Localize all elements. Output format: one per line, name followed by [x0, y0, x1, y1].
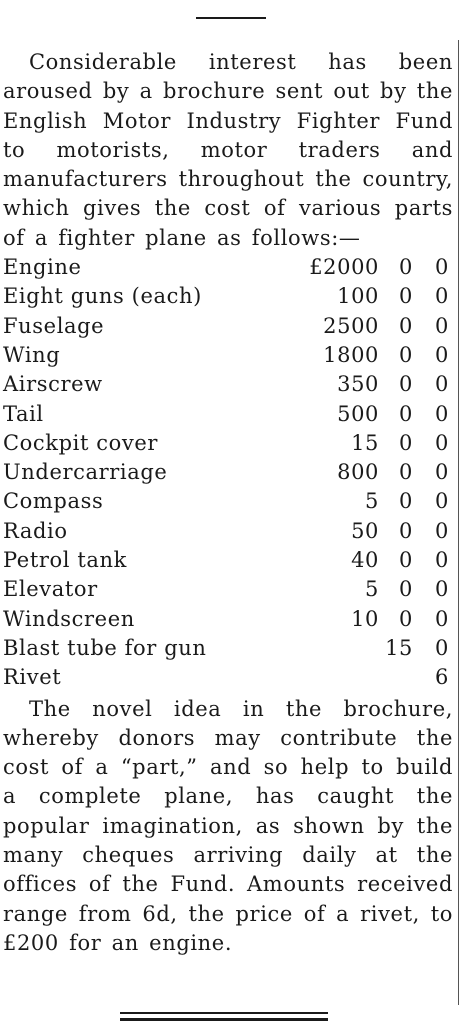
cost-pounds: 5	[365, 577, 379, 602]
cost-item-name: Windscreen	[3, 606, 135, 631]
cost-item-name: Fuselage	[3, 313, 105, 338]
cost-row	[3, 575, 453, 604]
cost-row	[3, 458, 453, 487]
cost-pence: 0	[435, 489, 449, 514]
parts-cost-list	[3, 253, 453, 692]
cost-item-name: Tail	[3, 401, 44, 426]
cost-pence: 0	[435, 518, 449, 543]
cost-shillings: 0	[399, 313, 413, 338]
cost-row	[3, 253, 453, 282]
cost-pence: 0	[435, 635, 449, 660]
cost-shillings: 0	[399, 342, 413, 367]
cost-item-name: Cockpit cover	[3, 430, 159, 455]
cost-pounds: 350	[337, 372, 379, 397]
cost-pence: 0	[435, 255, 449, 280]
cost-shillings: 0	[399, 401, 413, 426]
cost-pence: 0	[435, 284, 449, 309]
cost-pounds: 800	[337, 460, 379, 485]
cost-row	[3, 400, 453, 429]
cost-pence: 0	[435, 313, 449, 338]
cost-row	[3, 517, 453, 546]
cost-row	[3, 429, 453, 458]
cost-pounds: 15	[351, 430, 379, 455]
cost-item-name: Eight guns (each)	[3, 284, 202, 309]
cost-pounds: 5	[365, 489, 379, 514]
cost-pounds: 1800	[323, 342, 379, 367]
cost-item-name: Undercarriage	[3, 460, 168, 485]
cost-pence: 0	[435, 342, 449, 367]
intro-paragraph: Considerable interest has been aroused by a brochure sent out by the English Motor Industry Fighter Fund to motorists, motor traders and manufacturers throughout the country, which gives the cost of various parts of a fighter plane as follows:—	[3, 50, 454, 250]
bottom-divider-rule-thick	[120, 1018, 328, 1021]
cost-shillings: 0	[399, 606, 413, 631]
cost-item-name: Elevator	[3, 577, 98, 602]
cost-pounds: 50	[351, 518, 379, 543]
cost-pounds: 500	[337, 401, 379, 426]
cost-row	[3, 634, 453, 663]
column-border	[458, 40, 459, 1005]
cost-shillings: 0	[399, 372, 413, 397]
cost-row	[3, 341, 453, 370]
cost-pence: 0	[435, 401, 449, 426]
cost-pounds: 10	[351, 606, 379, 631]
cost-pounds: 100	[337, 284, 379, 309]
cost-row	[3, 487, 453, 516]
cost-item-name: Airscrew	[3, 372, 103, 397]
cost-pence: 0	[435, 460, 449, 485]
cost-row	[3, 663, 453, 692]
cost-item-name: Petrol tank	[3, 548, 127, 573]
newspaper-article	[3, 48, 453, 958]
closing-paragraph: The novel idea in the brochure, whereby donors may contribute the cost of a “part,” and so help to build a complete plane, has caught the popular imagination, as shown by the many cheques arriving daily at the offices of the Fund. Amounts received range from 6d, the price of a rivet, to £200 for an engine.	[3, 696, 453, 955]
cost-item-name: Engine	[3, 255, 82, 280]
cost-pence: 0	[435, 577, 449, 602]
cost-pence: 0	[435, 606, 449, 631]
cost-pounds: 40	[351, 548, 379, 573]
cost-item-name: Blast tube for gun	[3, 635, 207, 660]
cost-item-name: Rivet	[3, 665, 62, 690]
cost-shillings: 0	[399, 489, 413, 514]
cost-item-name: Compass	[3, 489, 104, 514]
cost-row	[3, 312, 453, 341]
top-divider-rule	[196, 17, 266, 19]
cost-shillings: 0	[399, 577, 413, 602]
cost-item-name: Wing	[3, 342, 61, 367]
cost-shillings: 15	[385, 635, 413, 660]
cost-shillings: 0	[399, 255, 413, 280]
cost-pence: 0	[435, 372, 449, 397]
bottom-divider-rule	[120, 1012, 328, 1014]
cost-row	[3, 370, 453, 399]
cost-shillings: 0	[399, 430, 413, 455]
cost-pounds: £2000	[309, 255, 379, 280]
cost-shillings: 0	[399, 548, 413, 573]
cost-pounds: 2500	[323, 313, 379, 338]
cost-pence: 0	[435, 548, 449, 573]
cost-pence: 6	[435, 665, 449, 690]
cost-pence: 0	[435, 430, 449, 455]
cost-shillings: 0	[399, 518, 413, 543]
cost-item-name: Radio	[3, 518, 68, 543]
cost-shillings: 0	[399, 284, 413, 309]
cost-row	[3, 546, 453, 575]
cost-row	[3, 282, 453, 311]
cost-row	[3, 605, 453, 634]
cost-shillings: 0	[399, 460, 413, 485]
